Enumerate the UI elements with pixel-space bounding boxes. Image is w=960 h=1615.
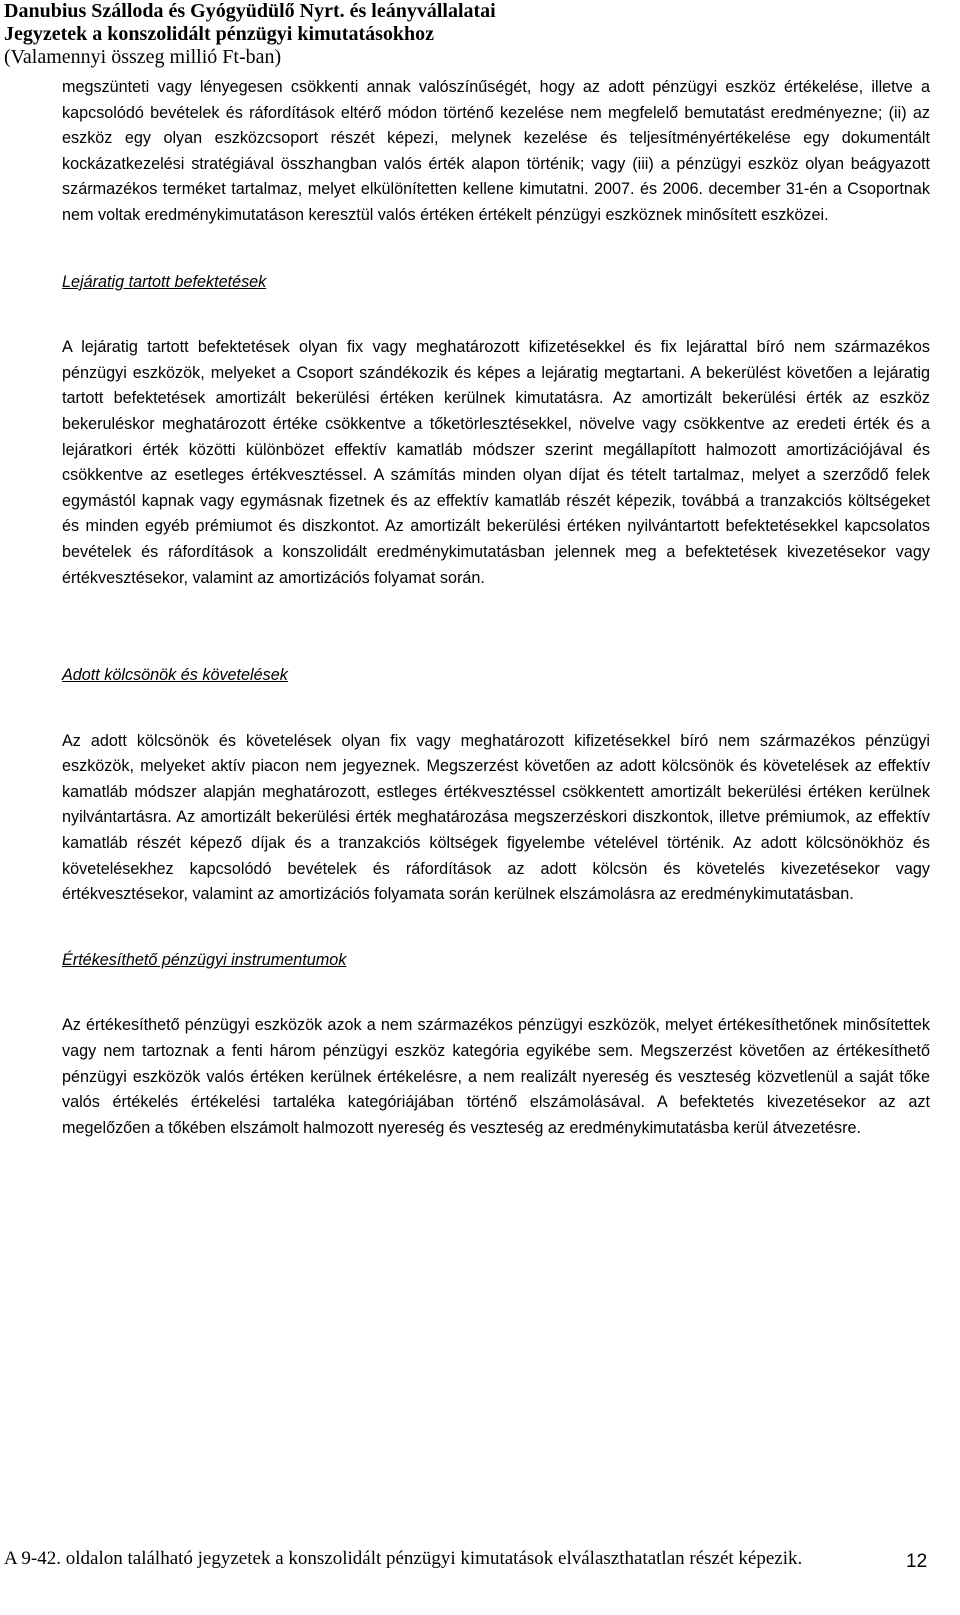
- footer-note: A 9-42. oldalon található jegyzetek a konszolidált pénzügyi kimutatások elválaszthatatlan részét képezik.: [4, 1548, 803, 1569]
- page-number: 12: [906, 1551, 928, 1572]
- intro-paragraph: megszünteti vagy lényegesen csökkenti annak valószínűségét, hogy az adott pénzügyi eszköz értékelése, illetve a kapcsolódó bevételek és ráfordítások eltérő módon történő kezelése nem megfelelő bemutatást eredményezne; (ii) az eszköz egy olyan eszközcsoport részét képezi, melynek kezelése és teljesítményértékelése egy dokumentált kockázatkezelési stratégiával összhangban valós érték alapon történik; vagy (iii) a pénzügyi eszköz olyan beágyazott származékos terméket tartalmaz, melyet elkülönítetten kellene kimutatni. 2007. és 2006. december 31-én a Csoportnak nem voltak eredménykimutatáson keresztül valós értéken értékelt pénzügyi eszköznek minősített eszközei.: [62, 78, 930, 224]
- amount-unit-note: (Valamennyi összeg millió Ft-ban): [4, 46, 282, 68]
- section-paragraph-loans-receivables: Az adott kölcsönök és követelések olyan fix vagy meghatározott kifizetésekkel bíró nem származékos pénzügyi eszközök, melyeket aktív piacon nem jegyeznek. Megszerzést követően az adott kölcsönök és követelések az effektív kamatláb módszer alapján meghatározott, estleges értékvesztéssel csökkentett amortizált bekerülési értéken kerülnek nyilvántartásra. Az amortizált bekerülési érték meghatározása megszerzéskori diszkontok, illetve prémiumok, az effektív kamatláb részét képező díjak és a tranzakciós költségek figyelembe vételével történik. Az adott kölcsönökhöz és követelésekhez kapcsolódó bevételek és ráfordítások az adott kölcsön és követelés kivezetésekor vagy értékvesztésekor, valamint az amortizációs folyamata során kerülnek elszámolásra az eredménykimutatásban.: [62, 731, 930, 904]
- section-paragraph-available-for-sale: Az értékesíthető pénzügyi eszközök azok a nem származékos pénzügyi eszközök, melyet értékesíthetőnek minősítettek vagy nem tartoznak a fenti három pénzügyi eszköz kategória egyikébe sem. Megszerzést követően az értékesíthető pénzügyi eszközök valós értéken kerülnek értékelésre, a nem realizált nyereség és veszteség közvetlenül a saját tőke valós értékelés értékelési tartaléka kategóriájában történő elszámolásával. A befektetés kivezetésekor az azt megelőzően a tőkében elszámolt halmozott nyereség és veszteség az eredménykimutatásba kerül átvezetésre.: [62, 1016, 930, 1137]
- document-title: Jegyzetek a konszolidált pénzügyi kimutatásokhoz: [4, 23, 435, 45]
- section-paragraph-held-to-maturity: A lejáratig tartott befektetések olyan fix vagy meghatározott kifizetésekkel és fix lejárattal bíró nem származékos pénzügyi eszközök, melyeket a Csoport szándékozik és képes a lejáratig megtartani. A bekerülést követően a lejáratig tartott befektetések amortizált bekerülési értéken kerülnek kimutatásra. Az amortizált bekerülési érték az eszköz bekeruléskor meghatározott értéke csökkentve a tőketörlesztésekkel, növelve vagy csökkentve az eredeti érték és a lejáratkori érték közötti különbözet effektív kamatláb módszer szerint megállapított halmozott amortizációjával és csökkentve az esetleges értékvesztéssel. A számítás minden olyan díjat és tételt tartalmaz, melyet a szerződő felek egymástól kapnak vagy egymásnak fizetnek és az effektív kamatláb részét képezik, továbbá a tranzakciós költségeket és minden egyéb prémiumot és diszkontot. Az amortizált bekerülési értéken nyilvántartott befektetésekkel kapcsolatos bevételek és ráfordítások a konszolidált eredménykimutatásban jelennek meg a befektetések kivezetésekor vagy értékvesztésekor, valamint az amortizációs folyamat során.: [62, 338, 930, 587]
- document-header: [4, 0, 496, 69]
- section-heading-available-for-sale: Értékesíthető pénzügyi instrumentumok: [62, 950, 347, 969]
- company-name: Danubius Szálloda és Gyógyüdülő Nyrt. és leányvállalatai: [4, 0, 496, 22]
- section-heading-loans-receivables: Adott kölcsönök és követelések: [62, 666, 288, 685]
- document-body: [62, 75, 930, 1141]
- section-heading-held-to-maturity: Lejáratig tartott befektetések: [62, 272, 267, 291]
